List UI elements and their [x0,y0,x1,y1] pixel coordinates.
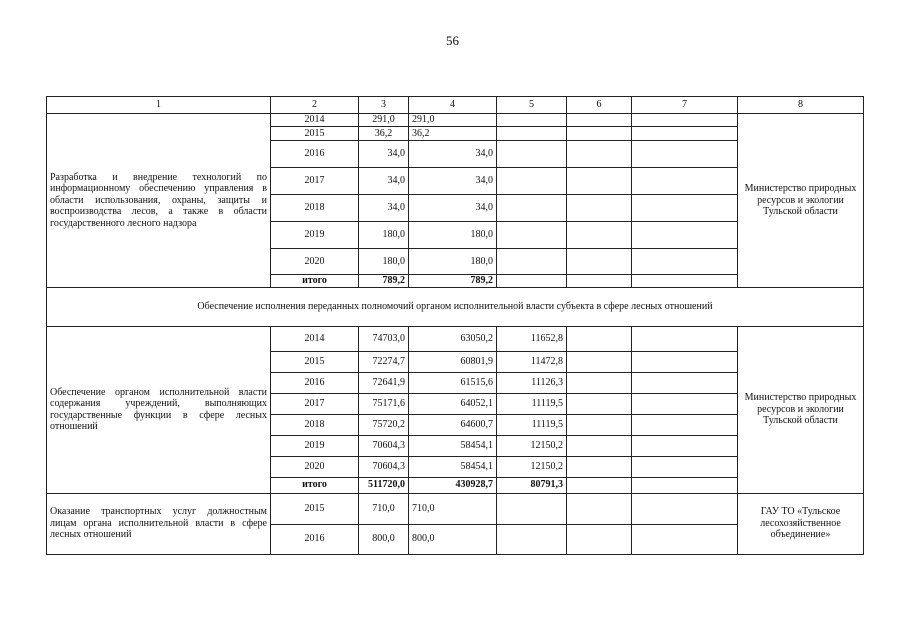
empty-cell [632,249,738,275]
empty-cell [497,195,567,222]
page-number: 56 [446,33,459,48]
value-cell: 180,0 [359,222,409,249]
value-cell: 36,2 [359,127,409,141]
value-cell: 180,0 [359,249,409,275]
empty-cell [497,524,567,554]
empty-cell [497,249,567,275]
empty-cell [567,414,632,435]
empty-cell [632,114,738,127]
value-cell: 12150,2 [497,456,567,477]
value-cell: 64600,7 [409,414,497,435]
header-col-2: 2 [271,97,359,114]
empty-cell [632,326,738,351]
value-cell: 34,0 [359,168,409,195]
value-cell: 180,0 [409,249,497,275]
value-cell: 34,0 [409,195,497,222]
empty-cell [497,114,567,127]
value-cell: 58454,1 [409,435,497,456]
empty-cell [632,393,738,414]
year-cell: 2018 [271,195,359,222]
value-cell: 11119,5 [497,393,567,414]
year-cell: 2020 [271,249,359,275]
table-row [47,326,864,351]
empty-cell [567,222,632,249]
value-cell: 60801,9 [409,351,497,372]
empty-cell [497,493,567,524]
empty-cell [567,195,632,222]
year-cell: 2017 [271,168,359,195]
year-cell: 2017 [271,393,359,414]
empty-cell [632,275,738,288]
value-cell: 291,0 [409,114,497,127]
empty-cell [632,524,738,554]
table-row [47,493,864,524]
empty-cell [497,275,567,288]
header-col-1: 1 [47,97,271,114]
value-cell: 75171,6 [359,393,409,414]
empty-cell [632,456,738,477]
year-cell: 2015 [271,493,359,524]
value-cell: 34,0 [409,168,497,195]
empty-cell [632,435,738,456]
year-cell: 2015 [271,127,359,141]
value-cell: 75720,2 [359,414,409,435]
total-value: 430928,7 [409,477,497,493]
header-col-4: 4 [409,97,497,114]
executor: Министерство природных ресурсов и экологии Тульской области [738,326,864,493]
empty-cell [497,141,567,168]
total-value: 789,2 [359,275,409,288]
activity-description: Обеспечение органом исполнительной власти содержания учреждений, выполняющих государственные функции в сфере лесных отношений [47,326,271,493]
value-cell: 64052,1 [409,393,497,414]
empty-cell [632,493,738,524]
header-col-8: 8 [738,97,864,114]
value-cell: 74703,0 [359,326,409,351]
value-cell: 11119,5 [497,414,567,435]
executor: Министерство природных ресурсов и экологии Тульской области [738,114,864,288]
year-cell: 2014 [271,326,359,351]
program-table [46,96,864,555]
total-value: 80791,3 [497,477,567,493]
empty-cell [497,222,567,249]
value-cell: 34,0 [359,141,409,168]
header-col-7: 7 [632,97,738,114]
empty-cell [632,168,738,195]
value-cell: 11652,8 [497,326,567,351]
header-col-3: 3 [359,97,409,114]
empty-cell [497,168,567,195]
value-cell: 291,0 [359,114,409,127]
total-value: 789,2 [409,275,497,288]
executor: ГАУ ТО «Тульское лесохозяйственное объединение» [738,493,864,554]
empty-cell [632,141,738,168]
year-cell: 2016 [271,524,359,554]
header-row [47,97,864,114]
header-col-5: 5 [497,97,567,114]
empty-cell [567,275,632,288]
activity-description: Разработка и внедрение технологий по информационному обеспечению управления в области использования, охраны, защиты и воспроизводства лесов, а также в области государственного лесного надзора [47,114,271,288]
empty-cell [632,195,738,222]
value-cell: 34,0 [409,141,497,168]
empty-cell [497,127,567,141]
empty-cell [632,372,738,393]
empty-cell [567,127,632,141]
value-cell: 11472,8 [497,351,567,372]
value-cell: 58454,1 [409,456,497,477]
year-cell: 2018 [271,414,359,435]
value-cell: 180,0 [409,222,497,249]
empty-cell [567,168,632,195]
header-col-6: 6 [567,97,632,114]
value-cell: 710,0 [409,493,497,524]
value-cell: 800,0 [409,524,497,554]
value-cell: 12150,2 [497,435,567,456]
value-cell: 72274,7 [359,351,409,372]
value-cell: 61515,6 [409,372,497,393]
value-cell: 34,0 [359,195,409,222]
empty-cell [632,414,738,435]
total-value: 511720,0 [359,477,409,493]
empty-cell [567,524,632,554]
value-cell: 36,2 [409,127,497,141]
year-cell: 2019 [271,222,359,249]
empty-cell [567,249,632,275]
year-cell: 2020 [271,456,359,477]
empty-cell [567,114,632,127]
value-cell: 70604,3 [359,435,409,456]
year-cell: 2015 [271,351,359,372]
section-title: Обеспечение исполнения переданных полномочий органом исполнительной власти субъекта в сфере лесных отношений [47,287,864,326]
empty-cell [632,222,738,249]
empty-cell [567,393,632,414]
empty-cell [567,351,632,372]
value-cell: 70604,3 [359,456,409,477]
year-cell: 2014 [271,114,359,127]
empty-cell [632,127,738,141]
value-cell: 11126,3 [497,372,567,393]
empty-cell [567,456,632,477]
value-cell: 710,0 [359,493,409,524]
table-row [47,114,864,127]
empty-cell [632,477,738,493]
empty-cell [567,493,632,524]
year-cell: 2016 [271,141,359,168]
total-label: итого [271,477,359,493]
total-label: итого [271,275,359,288]
empty-cell [567,372,632,393]
year-cell: 2019 [271,435,359,456]
value-cell: 800,0 [359,524,409,554]
value-cell: 72641,9 [359,372,409,393]
empty-cell [567,435,632,456]
empty-cell [567,477,632,493]
empty-cell [567,141,632,168]
activity-description: Оказание транспортных услуг должностным лицам органа исполнительной власти в сфере лесных отношений [47,493,271,554]
empty-cell [632,351,738,372]
value-cell: 63050,2 [409,326,497,351]
year-cell: 2016 [271,372,359,393]
section-row [47,287,864,326]
empty-cell [567,326,632,351]
